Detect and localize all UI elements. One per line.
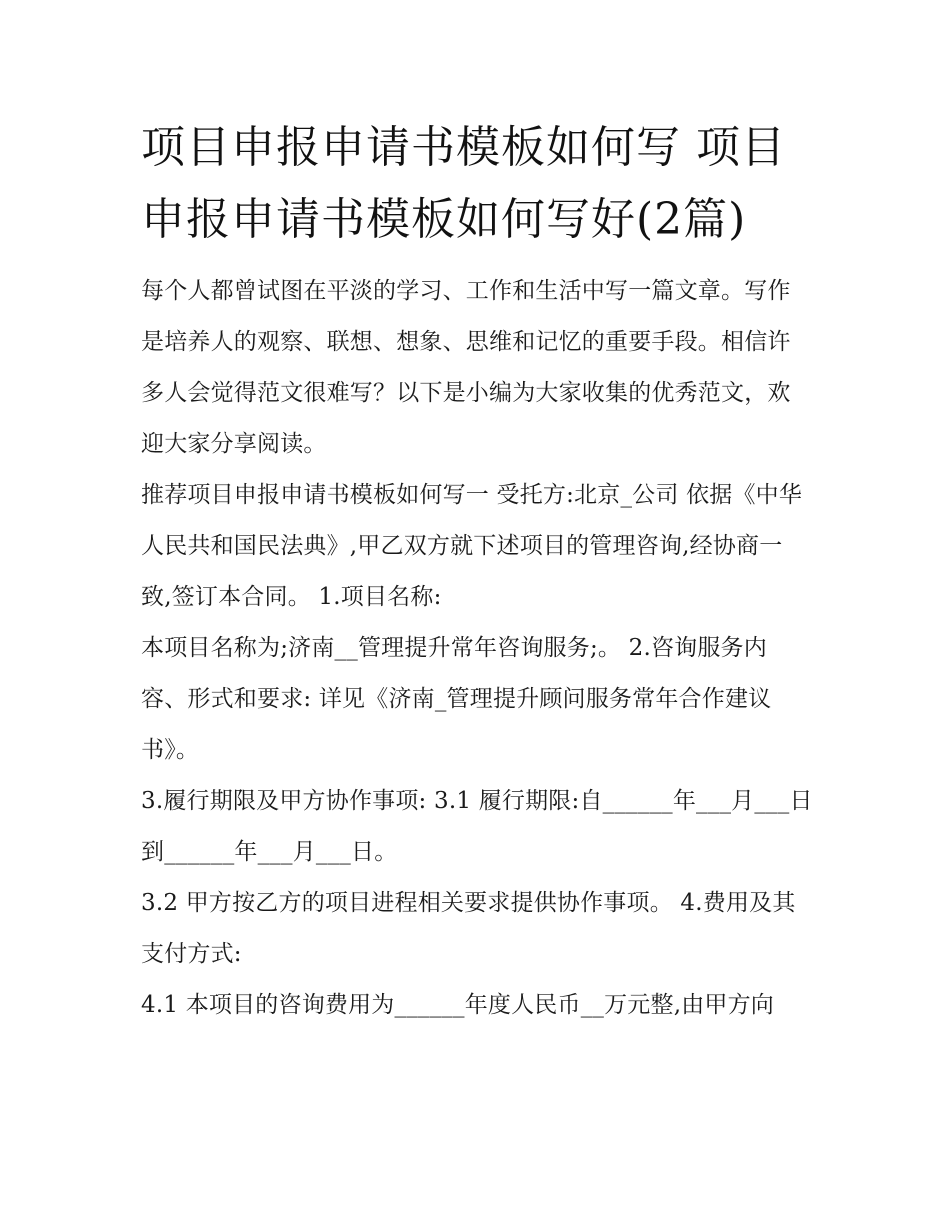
document-body (141, 112, 813, 1031)
document-title: 项目申报申请书模板如何写 项目申报申请书模板如何写好(2篇) (141, 122, 786, 245)
paragraph-contract-parties: 推荐项目申报申请书模板如何写一 受托方:北京_公司 依据《中华人民共和国民法典》,甲乙双方就下述项目的管理咨询,经协商一致,签订本合同。 1.项目名称: (141, 482, 803, 610)
paragraph-intro: 每个人都曾试图在平淡的学习、工作和生活中写一篇文章。写作是培养人的观察、联想、想象、思维和记忆的重要手段。相信许多人会觉得范文很难写？以下是小编为大家收集的优秀范文，欢迎大家分享阅读。 (141, 278, 791, 457)
paragraph-project-name: 本项目名称为;济南__管理提升常年咨询服务;。 2.咨询服务内容、形式和要求: 详见《济南_管理提升顾问服务常年合作建议书》。 (141, 635, 772, 763)
paragraph-cooperation: 3.2 甲方按乙方的项目进程相关要求提供协作事项。 4.费用及其支付方式: (141, 890, 796, 967)
paragraph-term: 3.履行期限及甲方协作事项: 3.1 履行期限:自______年___月___日到______年___月___日。 (141, 788, 813, 865)
paragraph-fees: 4.1 本项目的咨询费用为______年度人民币__万元整,由甲方向 (141, 992, 774, 1018)
